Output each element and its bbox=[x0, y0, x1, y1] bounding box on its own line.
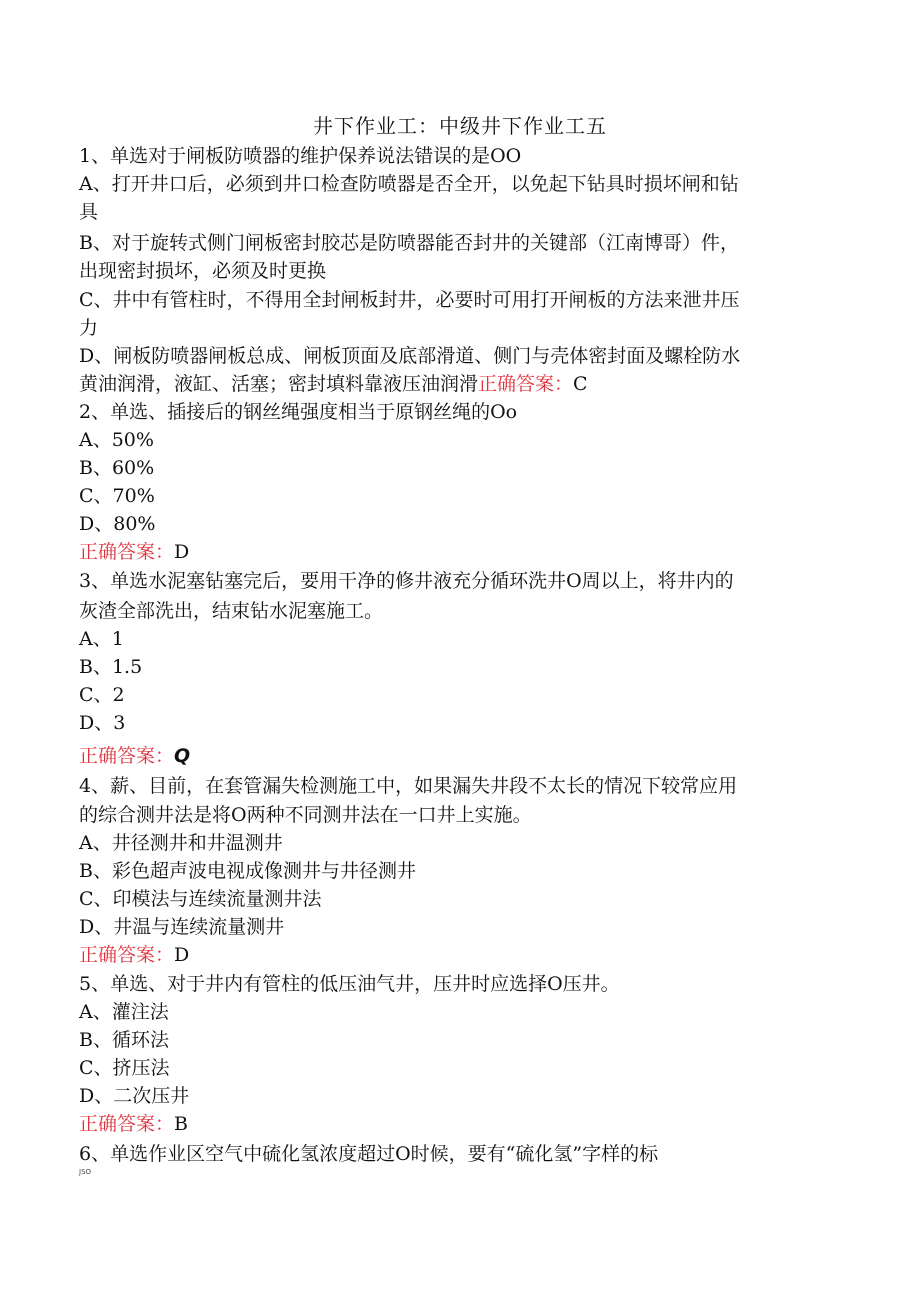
q2-answer-label: 正确答案： bbox=[79, 541, 175, 563]
q5-answer-value: B bbox=[174, 1113, 188, 1135]
q4-stem-cont: 的综合测井法是将O两种不同测井法在一口井上实施。 bbox=[79, 804, 532, 826]
q3-option-d: D、3 bbox=[79, 712, 126, 734]
q1-option-c: C、井中有管柱时，不得用全封闸板封井，必要时可用打开闸板的方法来泄井压 bbox=[79, 289, 740, 311]
q5-option-d: D、二次压井 bbox=[79, 1085, 190, 1107]
q5-option-a: A、灌注法 bbox=[79, 1001, 169, 1023]
q1-option-b: B、对于旋转式侧门闸板密封胶芯是防喷器能否封井的关键部（江南博哥）件， bbox=[79, 232, 739, 254]
q4-stem: 4、薪、目前，在套管漏失检测施工中，如果漏失井段不太长的情况下较常应用 bbox=[79, 775, 738, 797]
q1-option-d-cont bbox=[79, 370, 839, 398]
q6-stem: 6、单选作业区空气中硫化氢浓度超过O时候，要有“硫化氢”字样的标 bbox=[79, 1143, 659, 1165]
q3-option-b: B、1.5 bbox=[79, 656, 143, 678]
q4-option-c: C、印模法与连续流量测井法 bbox=[79, 888, 322, 910]
q5-stem: 5、单选、对于井内有管柱的低压油气井，压井时应选择O压井。 bbox=[79, 973, 620, 995]
q4-option-d: D、井温与连续流量测井 bbox=[79, 916, 285, 938]
q1-option-c-cont: 力 bbox=[79, 317, 99, 339]
q4-option-b: B、彩色超声波电视成像测井与井径测井 bbox=[79, 860, 416, 882]
q5-option-c: C、挤压法 bbox=[79, 1057, 170, 1079]
q2-answer bbox=[79, 538, 839, 566]
q4-answer-label: 正确答案： bbox=[79, 944, 175, 966]
q5-option-b: B、循环法 bbox=[79, 1029, 169, 1051]
q2-stem: 2、单选、插接后的钢丝绳强度相当于原钢丝绳的Oo bbox=[79, 401, 518, 423]
q1-option-b-cont: 出现密封损坏，必须及时更换 bbox=[79, 260, 327, 282]
q5-answer bbox=[79, 1110, 839, 1138]
q3-stem: 3、单选水泥塞钻塞完后，要用干净的修井液充分循环洗井O周以上，将井内的 bbox=[79, 570, 734, 592]
q2-option-b: B、60% bbox=[79, 457, 155, 479]
q3-answer bbox=[79, 742, 839, 770]
q5-answer-label: 正确答案： bbox=[79, 1113, 175, 1135]
q3-option-a: A、1 bbox=[79, 628, 124, 650]
q4-option-a: A、井径测井和井温测井 bbox=[79, 832, 283, 854]
q1-answer-label: 正确答案： bbox=[478, 373, 574, 395]
q1-answer-value: C bbox=[573, 373, 588, 395]
q1-option-d: D、闸板防喷器闸板总成、闸板顶面及底部滑道、侧门与壳体密封面及螺栓防水 bbox=[79, 345, 741, 367]
q1-stem: 1、单选对于闸板防喷器的维护保养说法错误的是OO bbox=[79, 145, 522, 167]
q1-option-a: A、打开井口后，必须到井口检查防喷器是否全开，以免起下钻具时损坏闸和钻 bbox=[79, 173, 739, 195]
q4-answer-value: D bbox=[174, 944, 190, 966]
q2-answer-value: D bbox=[174, 541, 190, 563]
document-title: 井下作业工：中级井下作业工五 bbox=[313, 114, 607, 138]
q2-option-c: C、70% bbox=[79, 485, 155, 507]
q4-answer bbox=[79, 941, 839, 969]
q2-option-a: A、50% bbox=[79, 429, 154, 451]
q3-option-c: C、2 bbox=[79, 684, 125, 706]
q3-answer-label: 正确答案： bbox=[79, 745, 175, 767]
q3-stem-cont: 灰渣全部洗出，结束钻水泥塞施工。 bbox=[79, 600, 384, 622]
q1-option-d-text: 黄油润滑，液缸、活塞；密封填料靠液压油润滑 bbox=[79, 373, 479, 395]
q3-answer-value: Q bbox=[174, 745, 191, 767]
q2-option-d: D、80% bbox=[79, 513, 156, 535]
page-footnote: JSO bbox=[79, 1168, 92, 1176]
q1-option-a-cont: 具 bbox=[79, 201, 99, 223]
